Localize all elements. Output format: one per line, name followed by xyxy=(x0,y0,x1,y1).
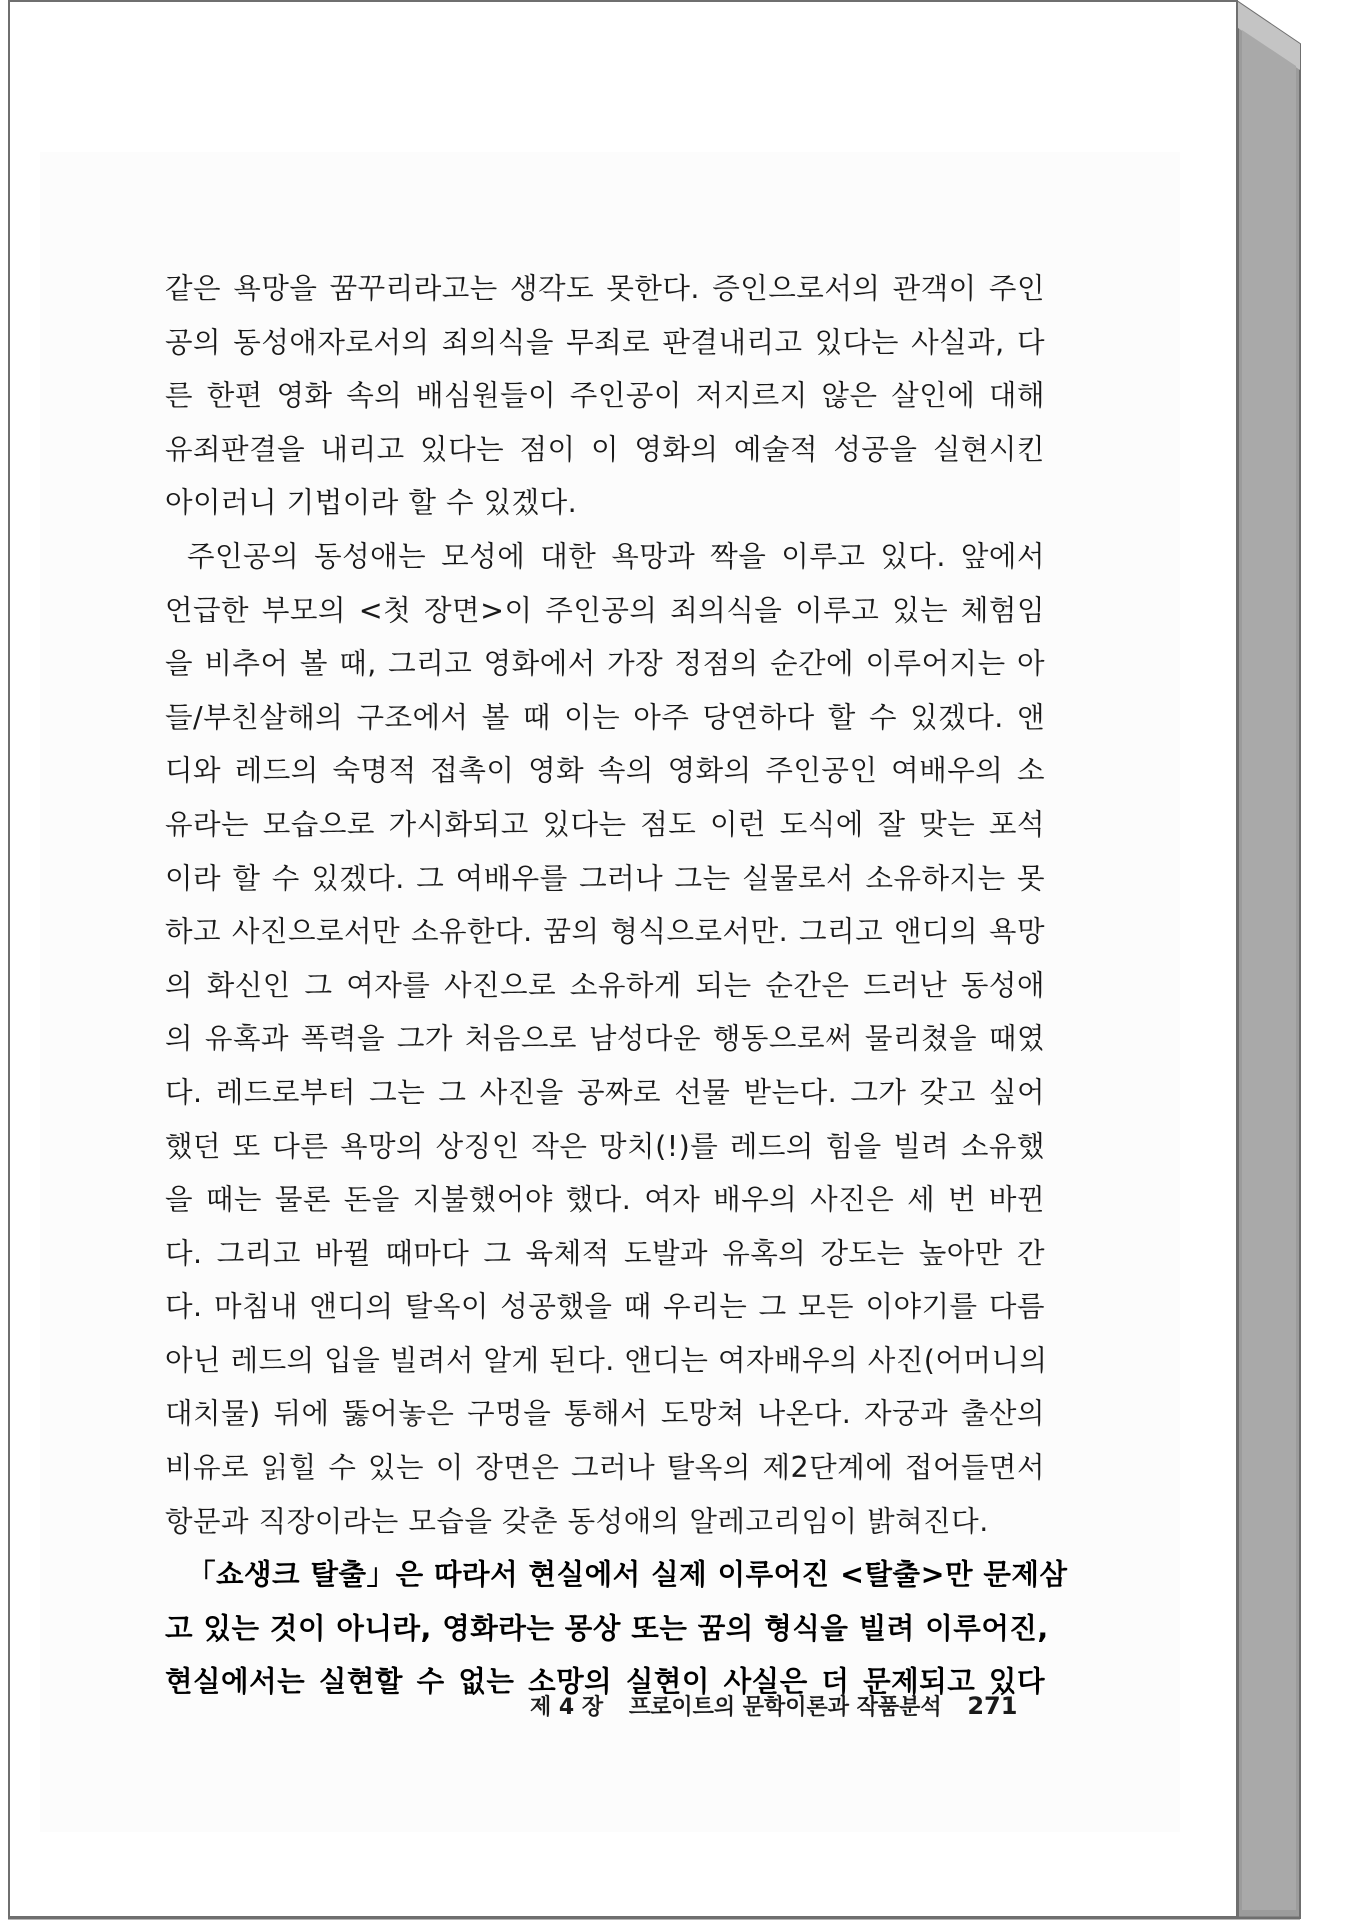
text-line: 공의 동성애자로서의 죄의식을 무죄로 판결내리고 있다는 사실과, 다 xyxy=(165,325,1045,359)
chapter-label: 제 4 장 xyxy=(530,1695,604,1720)
text-line: 른 한편 영화 속의 배심원들이 주인공이 저지르지 않은 살인에 대해 xyxy=(165,379,1045,413)
text-line: 의 유혹과 폭력을 그가 처음으로 남성다운 행동으로써 물리쳤을 때였 xyxy=(165,1022,1045,1056)
body-text xyxy=(165,262,1068,1709)
text-line: 들/부친살해의 구조에서 볼 때 이는 아주 당연하다 할 수 있겠다. 앤 xyxy=(165,700,1045,734)
chapter-title: 프로이트의 문학이론과 작품분석 xyxy=(628,1695,942,1720)
text-line: 주인공의 동성애는 모성에 대한 욕망과 짝을 이루고 있다. 앞에서 xyxy=(187,539,1045,573)
text-line: 유라는 모습으로 가시화되고 있다는 점도 이런 도식에 잘 맞는 포석 xyxy=(165,807,1045,841)
text-line: 언급한 부모의 <첫 장면>이 주인공의 죄의식을 이루고 있는 체험임 xyxy=(165,593,1045,627)
text-line: 을 때는 물론 돈을 지불했어야 했다. 여자 배우의 사진은 세 번 바뀐 xyxy=(165,1183,1045,1217)
text-line: 아닌 레드의 입을 빌려서 알게 된다. 앤디는 여자배우의 사진(어머니의 xyxy=(165,1343,1048,1377)
text-line: 하고 사진으로서만 소유한다. 꿈의 형식으로서만. 그리고 앤디의 욕망 xyxy=(165,915,1045,949)
text-line: 유죄판결을 내리고 있다는 점이 이 영화의 예술적 성공을 실현시킨 xyxy=(165,432,1045,466)
page-number: 271 xyxy=(967,1692,1018,1720)
text-line: 같은 욕망을 꿈꾸리라고는 생각도 못한다. 증인으로서의 관객이 주인 xyxy=(165,272,1045,305)
text-line: 했던 또 다른 욕망의 상징인 작은 망치(!)를 레드의 힘을 빌려 소유했 xyxy=(165,1129,1045,1163)
text-line: 비유로 읽힐 수 있는 이 장면은 그러나 탈옥의 제2단계에 접어들면서 xyxy=(165,1451,1045,1485)
text-line: 항문과 직장이라는 모습을 갖춘 동성애의 알레고리임이 밝혀진다. xyxy=(165,1504,989,1538)
text-line: 대치물) 뒤에 뚫어놓은 구멍을 통해서 도망쳐 나온다. 자궁과 출산의 xyxy=(165,1397,1045,1431)
text-line: 의 화신인 그 여자를 사진으로 소유하게 되는 순간은 드러난 동성애 xyxy=(165,968,1045,1002)
text-line: 고 있는 것이 아니라, 영화라는 몽상 또는 꿈의 형식을 빌려 이루어진, xyxy=(165,1611,1049,1645)
page-footer xyxy=(530,1690,1018,1721)
text-line: 「쇼생크 탈출」은 따라서 현실에서 실제 이루어진 <탈출>만 문제삼 xyxy=(187,1558,1068,1592)
text-line: 다. 레드로부터 그는 그 사진을 공짜로 선물 받는다. 그가 갖고 싶어 xyxy=(165,1075,1045,1109)
text-line: 현실에서는 실현할 수 없는 소망의 실현이 사실은 더 문제되고 있다 xyxy=(165,1665,1045,1699)
text-line: 을 비추어 볼 때, 그리고 영화에서 가장 정점의 순간에 이루어지는 아 xyxy=(165,647,1045,681)
text-line: 다. 마침내 앤디의 탈옥이 성공했을 때 우리는 그 모든 이야기를 다름 xyxy=(165,1290,1045,1324)
text-line: 아이러니 기법이라 할 수 있겠다. xyxy=(165,486,578,520)
text-line: 이라 할 수 있겠다. 그 여배우를 그러나 그는 실물로서 소유하지는 못 xyxy=(165,861,1045,895)
text-line: 다. 그리고 바뀔 때마다 그 육체적 도발과 유혹의 강도는 높아만 간 xyxy=(165,1236,1045,1270)
text-line: 디와 레드의 숙명적 접촉이 영화 속의 영화의 주인공인 여배우의 소 xyxy=(165,754,1045,788)
